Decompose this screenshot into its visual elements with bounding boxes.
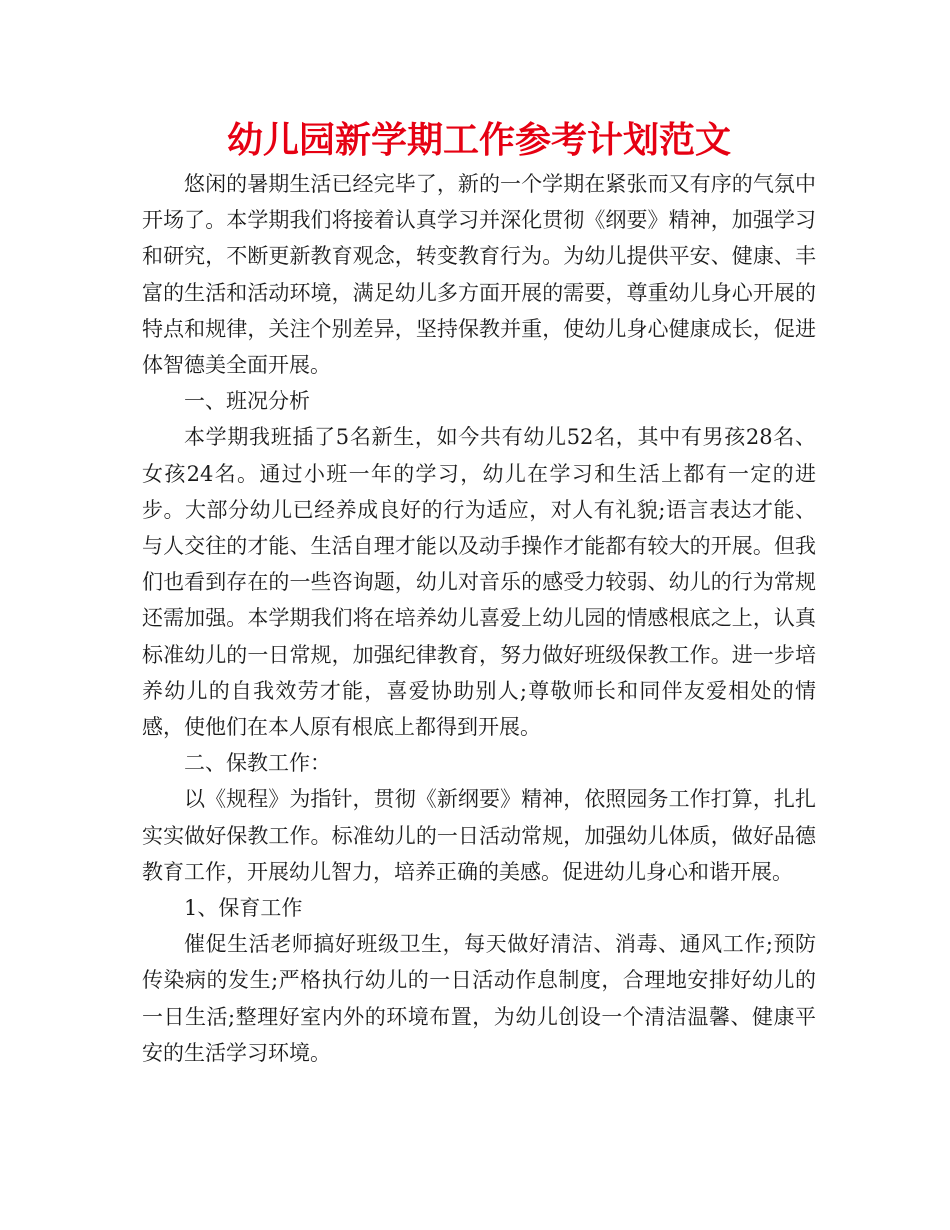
paragraph-intro: 悠闲的暑期生活已经完毕了，新的一个学期在紧张而又有序的气氛中开场了。本学期我们将接着认真学习并深化贯彻《纲要》精神，加强学习和研究，不断更新教育观念，转变教育行为。为幼儿提供平安、健康、丰富的生活和活动环境，满足幼儿多方面开展的需要，尊重幼儿身心开展的特点和规律，关注个别差异，坚持保教并重，使幼儿身心健康成长，促进体智德美全面开展。: [142, 172, 816, 378]
section-heading-class-analysis: 一、班况分析: [184, 389, 310, 414]
paragraph-care-education: 以《规程》为指针，贯彻《新纲要》精神，依照园务工作打算，扎扎实实做好保教工作。标准幼儿的一日活动常规，加强幼儿体质，做好品德教育工作，开展幼儿智力，培养正确的美感。促进幼儿身心和谐开展。: [142, 787, 816, 884]
subsection-heading-nursing: 1、保育工作: [184, 896, 303, 921]
document-page: [142, 118, 816, 1071]
document-title: 幼儿园新学期工作参考计划范文: [226, 120, 731, 161]
paragraph-nursing: 催促生活老师搞好班级卫生，每天做好清洁、消毒、通风工作;预防传染病的发生;严格执行幼儿的一日活动作息制度，合理地安排好幼儿的一日生活;整理好室内外的环境布置，为幼儿创设一个清洁温馨、健康平安的生活学习环境。: [142, 932, 816, 1065]
paragraph-class-analysis: 本学期我班插了5名新生，如今共有幼儿52名，其中有男孩28名、女孩24名。通过小班一年的学习，幼儿在学习和生活上都有一定的进步。大部分幼儿已经养成良好的行为适应，对人有礼貌;语言表达才能、与人交往的才能、生活自理才能以及动手操作才能都有较大的开展。但我们也看到存在的一些咨询题，幼儿对音乐的感受力较弱、幼儿的行为常规还需加强。本学期我们将在培养幼儿喜爱上幼儿园的情感根底之上，认真标准幼儿的一日常规，加强纪律教育，努力做好班级保教工作。进一步培养幼儿的自我效劳才能，喜爱协助别人;尊敬师长和同伴友爱相处的情感，使他们在本人原有根底上都得到开展。: [142, 425, 816, 740]
section-heading-care-education: 二、保教工作：: [184, 751, 331, 776]
